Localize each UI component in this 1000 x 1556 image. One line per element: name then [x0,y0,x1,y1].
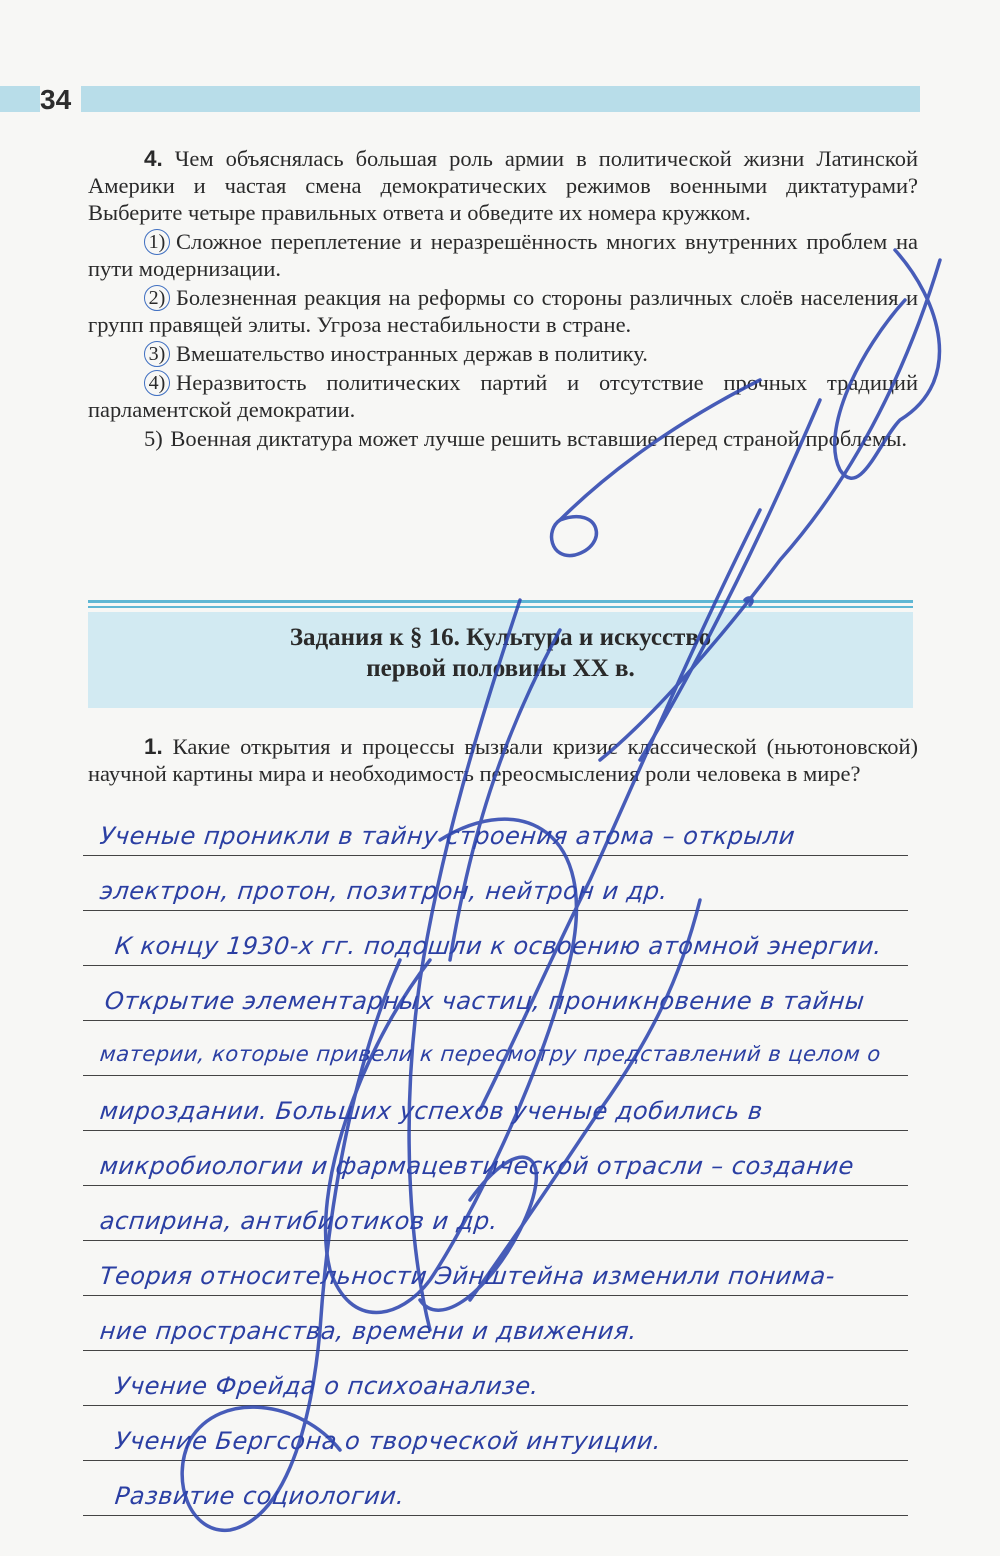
ruled-line [83,965,908,966]
task-4-option-2 [88,284,918,338]
section-divider-top [88,600,913,603]
handwriting-line-5: материи, которые привели к пересмотру представлений в целом о [98,1042,883,1066]
handwriting-line-4: Открытие элементарных частиц, проникновение в тайны [103,987,867,1015]
task-4-option-3 [88,340,918,367]
handwriting-line-2: электрон, протон, позитрон, нейтрон и др. [98,877,670,905]
option-4-text: Неразвитость политических партий и отсутствие прочных традиций парламентской демократии. [88,370,918,422]
ruled-line [83,1460,908,1461]
handwriting-line-10: ние пространства, времени и движения. [98,1317,639,1345]
ruled-line [83,1295,908,1296]
ruled-line [83,1515,908,1516]
ruled-line [83,1020,908,1021]
option-4-number: 4) [144,370,170,396]
section-title-line-2: первой половины XX в. [366,655,635,682]
option-3-text: Вмешательство иностранных держав в политику. [176,341,648,366]
task-4-option-5 [88,425,918,452]
ruled-line [83,1240,908,1241]
handwriting-line-12: Учение Бергсона о творческой интуиции. [113,1427,663,1455]
task-4 [88,145,918,452]
handwriting-line-3: К концу 1930-х гг. подошли к освоению атомной энергии. [113,932,884,960]
ruled-line [83,855,908,856]
option-3-number: 3) [144,341,170,367]
section-title-line-1: Задания к § 16. Культура и искусство [289,624,712,651]
handwriting-line-1: Ученые проникли в тайну строения атома – открыли [98,822,797,850]
handwriting-line-11: Учение Фрейда о психоанализе. [113,1372,541,1400]
ruled-line [83,1185,908,1186]
option-1-text: Сложное переплетение и неразрешённость многих внутренних проблем на пути модернизации. [88,229,918,281]
task-4-option-1 [88,228,918,282]
task-4-number: 4. [144,146,163,171]
ruled-line [83,1075,908,1076]
handwriting-line-13: Развитие социологии. [113,1482,407,1510]
ruled-line [83,1130,908,1131]
ruled-line [83,910,908,911]
task-4-question [88,145,918,226]
option-2-text: Болезненная реакция на реформы со стороны различных слоёв населения и групп правящей элиты. Угроза нестабильности в стране. [88,285,918,337]
option-2-number: 2) [144,285,170,311]
ruled-line [83,1350,908,1351]
task-1-number: 1. [144,734,163,759]
handwriting-line-8: аспирина, антибиотиков и др. [98,1207,500,1235]
task-1 [88,733,918,787]
handwriting-line-9: Теория относительности Эйнштейна изменили понима- [98,1262,837,1290]
ruled-line [83,1405,908,1406]
task-1-question [88,733,918,787]
option-1-number: 1) [144,229,170,255]
task-4-option-4 [88,369,918,423]
option-5-text: Военная диктатура может лучше решить вставшие перед страной проблемы. [170,426,908,451]
section-divider-thin [88,606,913,608]
handwriting-line-7: микробиологии и фармацевтической отрасли – создание [98,1152,856,1180]
section-title [88,622,913,684]
header-bar [0,86,920,112]
page-number: 34 [40,84,81,116]
task-4-question-text: Чем объяснялась большая роль армии в политической жизни Латинской Америки и частая смена демократических режимов военными диктатурами? Выберите четыре правильных ответа и обведите их номера кружком. [88,146,918,225]
handwriting-line-6: мироздании. Больших успехов ученые добились в [98,1097,765,1125]
option-5-number: 5) [144,426,163,451]
task-1-question-text: Какие открытия и процессы вызвали кризис классической (ньютоновской) научной картины мира и необходимость переосмысления роли человека в мире? [88,734,919,786]
